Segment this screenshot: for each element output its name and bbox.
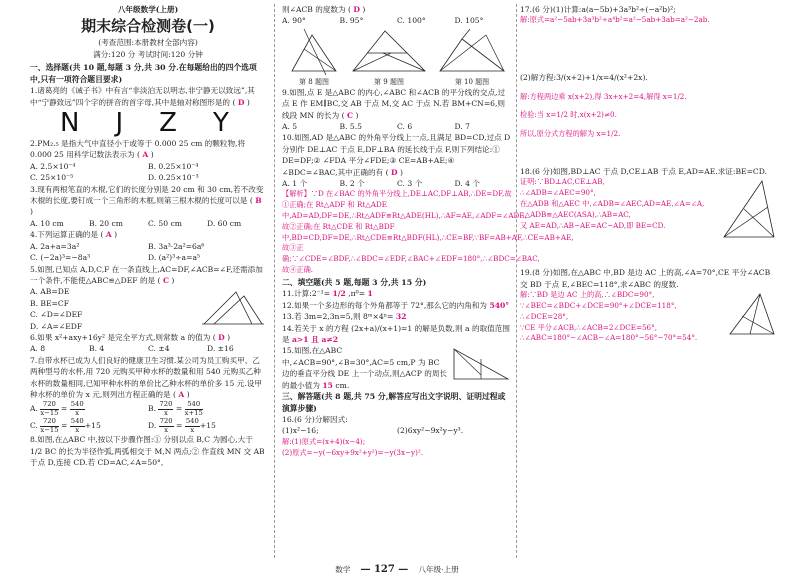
- option-5b: B. BE=CF: [30, 298, 69, 308]
- solution-17-2a: 解:方程两边乘 x(x+2),得 3x+x+2=4,解得 x=1/2.: [520, 91, 687, 101]
- subject-heading: 八年级数学(上册): [117, 5, 179, 14]
- column-right: [520, 0, 778, 558]
- q19-block: [520, 290, 778, 344]
- figure-9: [349, 27, 429, 87]
- question-12: 12.如果一个多边形的每个外角都等于 72°,那么它的内角和为 540°: [282, 300, 510, 310]
- answer-3: B: [255, 196, 262, 206]
- column-divider: [274, 4, 275, 558]
- answer-8: D: [353, 5, 361, 14]
- figures-row: [282, 27, 512, 87]
- solution-16-1: 解:(1)原式=(x+4)(x−4);: [282, 436, 366, 446]
- q15-block: [282, 345, 512, 391]
- footer-subject: 数学: [335, 564, 351, 574]
- answer-1: D: [237, 97, 245, 107]
- caption-fig-8: 第 8 题图: [299, 77, 329, 86]
- solution-10: 【解析】∵D 在∠BAC 的外角平分线上,DE⊥AC,DF⊥AB,∴DE=DF,故①正确;在 Rt△ADF 和 Rt△ADE 中,AD=AD,DF=DE,∴Rt△ADF≌Rt△ADE(HL),∴AF=AE,∠ADF=∠ADE,故②正确;在 Rt△CDE 和 Rt△BDF 中,BD=CD,DF=DE,∴Rt△CDE≌Rt△BDF(HL),∴CE=BF,∵BF=AB+AF,∴CE=AB+AE,故③正确;∵∠CDE=∠BDF,∴∠BDC=∠EDF,∠BAC+∠EDF=180°,∴∠BDC=∠BAC,故④正确.: [282, 189, 574, 275]
- options-3: A. 10 cm B. 20 cm C. 50 cm D. 60 cm: [30, 218, 242, 228]
- question-5: 5.如图,已知点 A,D,C,F 在一条直线上,AC=DF,∠ACB=∠F,还需添加一个条件,不能使△ABC≌△DEF 的是 ( C ): [30, 264, 263, 285]
- options-7: A. 720 x−15 = 540 x B. 720 x = 540 x+15: [30, 400, 203, 417]
- q18-figure: [718, 177, 778, 243]
- question-17-2: (2)解方程:3/(x+2)+1/x=4/(x²+2x).: [520, 73, 648, 83]
- options-9: A. 5 B. 5.5 C. 6 D. 7: [282, 122, 470, 132]
- answer-10: D: [390, 167, 398, 177]
- exam-scope: (考查范围:本册教材全部内容): [98, 38, 198, 48]
- answer-9: C: [347, 110, 354, 120]
- answer-7: A: [178, 389, 185, 399]
- blank-space-18: [520, 243, 778, 267]
- question-16-parts: (1)x²−16; (2)6xy²−9x²y−y³.: [282, 426, 464, 436]
- question-18: 18.(6 分)如图,BD⊥AC 于点 D,CE⊥AB 于点 E,AD=AE.求证:BE=CD.: [520, 167, 767, 176]
- q5-triangle-figure: [200, 286, 266, 330]
- options-7b: C. 720 x−15 = 540 x +15 D. 720 x = 540 x +15: [30, 417, 216, 434]
- options-4: A. 2a+a=3a² B. 3a³·2a²=6a⁶: [30, 241, 205, 251]
- page-footer: [0, 562, 794, 576]
- answer-6: D: [218, 332, 225, 342]
- column-left: [30, 0, 266, 558]
- answer-5: C: [162, 275, 169, 285]
- question-13: 13.若 3m=2,3n=5,则 8ᵐ×4ⁿ= 32: [282, 312, 407, 322]
- options-10: A. 1 个 B. 2 个 C. 3 个 D. 4 个: [282, 179, 480, 189]
- figure-8-diagram: [286, 27, 342, 77]
- question-8-tail: 则∠ACB 的度数为 ( D ): [282, 5, 366, 14]
- options-8: A. 90° B. 95° C. 100° D. 105°: [282, 16, 484, 26]
- caption-fig-10: 第 10 题图: [454, 77, 490, 86]
- blank-space-17b: [520, 140, 778, 166]
- options-4b: C. (−2a)³=−8a³ D. (a²)³÷a=a⁵: [30, 253, 201, 263]
- answer-4: A: [105, 230, 112, 240]
- question-19: 19.(8 分)如图,在△ABC 中,BD 是边 AC 上的高,∠A=70°,CE 平分∠ACB 交 BD 于点 E,∠BEC=118°,求∠ABC 的度数.: [520, 268, 771, 289]
- figure-9-diagram: [349, 27, 429, 77]
- section-1-heading: 一、选择题(共 10 题,每题 3 分,共 30 分.在每题给出的四个选项中,只有一项符合题目要求): [30, 63, 257, 84]
- question-1: 1.诸葛亮的《诫子书》中有言“非淡泊无以明志,非宁静无以致远”,其中“宁静致远”四个字的拼音的首字母,其中是轴对称图形是的 ( D ): [30, 86, 255, 107]
- options-6: A. 8 B. 4 C. ±4 D. ±16: [30, 344, 234, 354]
- question-3: 3.现有两根笔直的木棍,它们的长度分别是 20 cm 和 30 cm,若不改变木棍的长度,要钉成一个三角形的木框,则第三根木棍的长度可以是 ( B ): [30, 184, 264, 217]
- figure-8: [286, 27, 342, 87]
- option-5d: D. ∠A=∠EDF: [30, 321, 83, 331]
- question-11: 11.计算:2⁻¹= 1/2 ,π⁰= 1: [282, 289, 373, 299]
- solution-19: 解:∵BD 是边 AC 上的高,∴∠BDC=90°, ∵∠BEC=∠BDC+∠DCE=90°+∠DCE=118°, ∴∠DCE=28°, ∵CE 平分∠ACB,∴∠ACB=2∠DCE=56°, ∴∠ABC=180°−∠ACB−∠A=180°−56°−70°=54°.: [520, 290, 698, 343]
- letter-z: Z: [159, 108, 177, 139]
- letter-options: [30, 108, 266, 138]
- question-15: 15.如图,在△ABC 中,∠ACB=90°,∠B=30°,AC=5 cm,P 为 BC 边的垂直平分线 DE 上一个动点,则△ACP 的周长的最小值为 15 cm.: [282, 346, 448, 390]
- question-6: 6.如果 x²+axy+16y² 是完全平方式,则常数 a 的值为 ( D ): [30, 332, 231, 342]
- options-2: A. 2.5×10⁻⁴ B. 0.25×10⁻⁴: [30, 161, 199, 171]
- solution-17-2b: 检验:当 x=1/2 时,x(x+2)≠0.: [520, 110, 617, 120]
- solution-16-2: (2)原式=−y(−6xy+9x²+y²)=−y(3x−y)².: [282, 447, 424, 457]
- exam-title: 期末综合检测卷(一): [81, 17, 215, 36]
- q18-block: [520, 177, 778, 243]
- question-16: 16.(6 分)分解因式:: [282, 415, 348, 424]
- solution-18: 证明:∵BD⊥AC,CE⊥AB, ∴∠ADB=∠AEC=90°, 在△ADB 和△AEC 中,∠ADB=∠AEC,AD=AE,∠A=∠A, ∴△ADB≌△AEC(ASA),∴AB=AC, 又 AE=AD,∴AB−AE=AC−AD,即 BE=CD.: [520, 177, 705, 230]
- q19-figure: [726, 290, 778, 340]
- question-2: 2.PM₂.₅ 是指大气中直径小于或等于 0.000 25 cm 的颗粒物,将 0.000 25 用科学记数法表示为 ( A ): [30, 139, 246, 160]
- letter-y: Y: [212, 108, 229, 139]
- solution-17-1: 解:原式=a²−5ab+3a³b²÷a⁴b²=a²−5ab+3ab=a²−2ab.: [520, 15, 710, 25]
- question-17-1: 17.(6 分)(1)计算:a(a−5b)+3a³b²÷(−a²b)²;: [520, 5, 676, 14]
- q15-figure: [448, 345, 512, 385]
- letter-n: N: [60, 108, 80, 139]
- caption-fig-9: 第 9 题图: [374, 77, 404, 86]
- page-number: — 127 —: [360, 563, 409, 575]
- letter-j: J: [115, 108, 124, 139]
- question-14: 14.若关于 x 的方程 (2x+a)/(x+1)=1 的解是负数,则 a 的取值范围是 a>1 且 a≠2: [282, 323, 510, 344]
- blank-space-17: [520, 26, 778, 72]
- figure-10-diagram: [436, 27, 508, 77]
- section-2-heading: 二、填空题(共 5 题,每题 3 分,共 15 分): [282, 277, 427, 287]
- option-5c: C. ∠D=∠DEF: [30, 310, 83, 320]
- q5-block: [30, 286, 266, 332]
- options-2b: C. 25×10⁻⁵ D. 0.25×10⁻³: [30, 173, 199, 183]
- footer-grade: 八年级·上册: [418, 564, 459, 574]
- question-7: 7.自带水杯已成为人们良好的健康卫生习惯.某公司为员工购买甲、乙两种型号的水杯,用 720 元购买甲种水杯的数量和用 540 元购买乙种水杯的数量相同,已知甲种水杯的单价比乙种水杯的单价多 15 元.设甲种水杯的单价为 x 元,则列出方程正确的是 ( A ): [30, 355, 262, 399]
- question-4: 4.下列运算正确的是 ( A ): [30, 230, 118, 240]
- column-divider: [516, 4, 517, 558]
- question-10: 10.如图,AD 是△ABC 的外角平分线上一点,且满足 BD=CD,过点 D 分别作 DE⊥AC 于点 E,DF⊥BA 的延长线于点 F,则下列结论:① DE=DF;② ∠FDA 平分∠FDE;③ CE=AB+AE;④ ∠BDC=∠BAC,其中正确的有 ( D ): [282, 133, 511, 177]
- figure-10: [436, 27, 508, 87]
- solution-17-2c: 所以,原分式方程的解为 x=1/2.: [520, 129, 621, 139]
- question-8: 8.如图,在△ABC 中,按以下步骤作图:① 分别以点 B,C 为圆心,大于 1/2 BC 的长为半径作弧,两弧相交于 M,N 两点;② 作直线 MN 交 AB 于点 D,连接 CD.若 CD=AC,∠A=50°,: [30, 435, 265, 468]
- question-9: 9.如图,点 E 是△ABC 的内心,∠ABC 和∠ACB 的平分线的交点,过点 E 作 EM∥BC,交 AB 于点 M,交 AC 于点 N.若 BM+CN=6,则线段 MN 的长为 ( C ): [282, 87, 506, 120]
- section-3-heading: 三、解答题(共 8 题,共 75 分,解答应写出文字说明、证明过程或演算步骤): [282, 392, 506, 413]
- option-5a: A. AB=DE: [30, 287, 70, 297]
- answer-2: A: [142, 150, 149, 160]
- score-time: 满分:120 分 考试时间:120 分钟: [93, 49, 203, 59]
